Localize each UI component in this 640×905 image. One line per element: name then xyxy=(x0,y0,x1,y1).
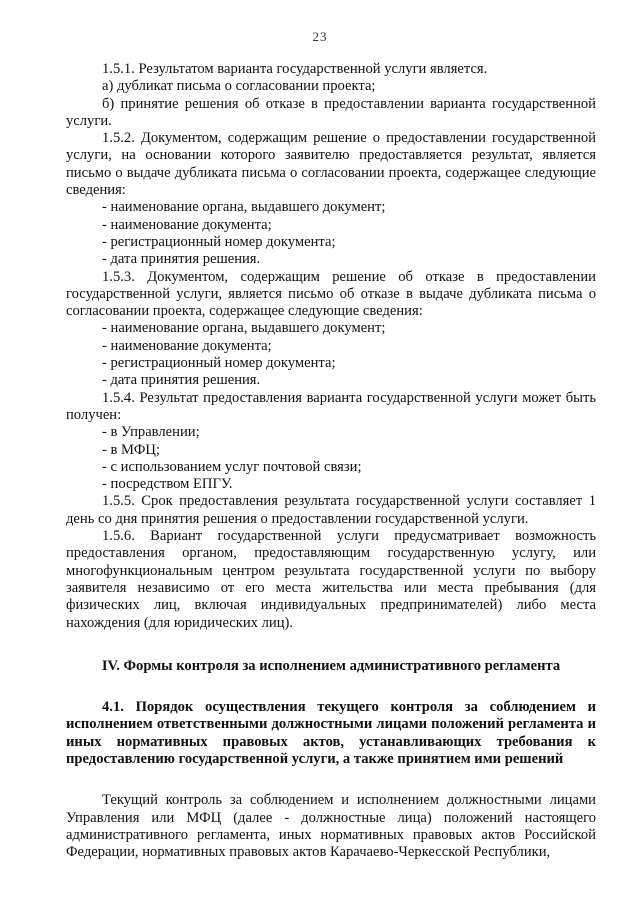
paragraph-1-5-3: 1.5.3. Документом, содержащим решение об отказе в предоставлении государственной услуги, является письмо об отказе в выдаче дубликата письма о согласовании проекта, содержащее следующие сведения: xyxy=(66,268,596,320)
paragraph-1-5-4: 1.5.4. Результат предоставления варианта государственной услуги может быть получен: xyxy=(66,389,596,423)
paragraph-1-5-6: 1.5.6. Вариант государственной услуги предусматривает возможность предоставления органом, предоставляющим государственную услугу, или многофункциональным центром результата государственной услуги по выбору заявителя независимо от его места жительства или места пребывания (для физических лиц, включая индивидуальных предпринимателей) либо места нахождения (для юридических лиц). xyxy=(66,528,596,631)
list-item: - посредством ЕПГУ. xyxy=(102,476,233,493)
subsection-4-1-title: 4.1. Порядок осуществления текущего контроля за соблюдением и исполнением ответственными должностными лицами положений регламента и иных нормативных правовых актов, устанавливающих требования к предоставлению государственной услуги, а также принятием ими решений xyxy=(66,699,596,767)
list-item: - наименование документа; xyxy=(102,337,272,354)
paragraph-4-1-text: Текущий контроль за соблюдением и исполнением должностными лицами Управления или МФЦ (далее - должностные лица) положений настоящего административного регламента, иных нормативных правовых актов Российской Федерации, нормативных правовых актов Карачаево-Черкесской Республики, xyxy=(66,792,596,861)
item-1-5-1-b: б) принятие решения об отказе в предоставлении варианта государственной услуги. xyxy=(66,95,596,129)
list-item: - наименование органа, выдавшего документ; xyxy=(102,320,386,337)
list-item: - в Управлении; xyxy=(102,424,200,441)
list-item: - регистрационный номер документа; xyxy=(102,233,336,250)
list-item: - дата принятия решения. xyxy=(102,372,261,389)
list-item: - регистрационный номер документа; xyxy=(102,355,336,372)
list-item: - с использованием услуг почтовой связи; xyxy=(102,458,362,475)
list-item: - в МФЦ; xyxy=(102,441,160,458)
paragraph-1-5-1: 1.5.1. Результатом варианта государственной услуги является. xyxy=(102,61,488,77)
item-1-5-1-a: а) дубликат письма о согласовании проекта; xyxy=(102,78,376,95)
list-item: - наименование органа, выдавшего документ; xyxy=(102,199,386,216)
document-body xyxy=(66,61,596,861)
page-number: 23 xyxy=(312,29,328,44)
paragraph-1-5-2: 1.5.2. Документом, содержащим решение о предоставлении государственной услуги, на основании которого заявителю предоставляется результат, является письмо о выдаче дубликата письма о согласовании проекта, содержащее следующие сведения: xyxy=(66,130,596,199)
paragraph-1-5-5: 1.5.5. Срок предоставления результата государственной услуги составляет 1 день со дня принятия решения о предоставлении государственной услуги. xyxy=(66,493,596,527)
list-item: - дата принятия решения. xyxy=(102,251,261,268)
list-item: - наименование документа; xyxy=(102,216,272,233)
section-iv-title: IV. Формы контроля за исполнением административного регламента xyxy=(101,657,561,674)
